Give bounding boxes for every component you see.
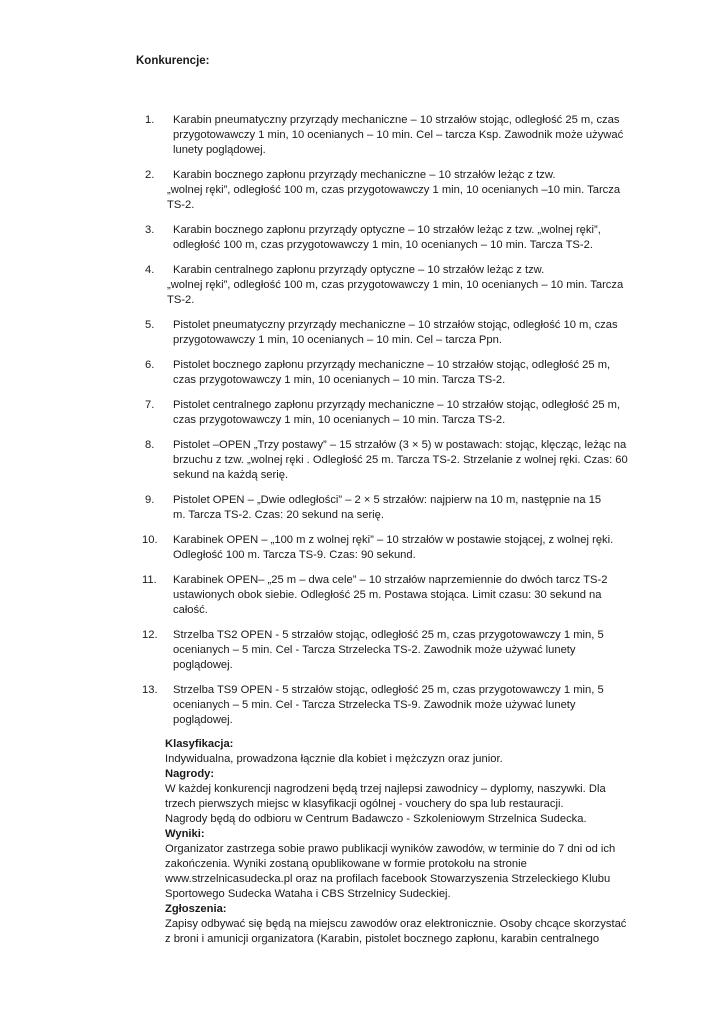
text-line: Karabinek OPEN– „25 m – dwa cele” – 10 strzałów naprzemiennie do dwóch tarcz TS-2: [173, 574, 608, 586]
list-item-number: 6.: [145, 359, 155, 371]
section-text-line: trzech pierwszych miejsc w klasyfikacji ogólnej - vouchery do spa lub restauracji.: [165, 798, 564, 810]
section-text-line: Zapisy odbywać się będą na miejscu zawodów oraz elektronicznie. Osoby chcące skorzystać: [165, 918, 627, 930]
list-item-number: 9.: [145, 494, 155, 506]
list-item: [0, 533, 724, 563]
info-section: [165, 827, 685, 902]
list-item-text: [173, 358, 673, 388]
text-line: całość.: [173, 604, 208, 616]
section-text-line: zakończenia. Wyniki zostaną opublikowane w formie protokołu na stronie: [165, 858, 527, 870]
text-line: Karabinek OPEN – „100 m z wolnej ręki” – 10 strzałów w postawie stojącej, z wolnej ręki.: [173, 534, 614, 546]
section-text-line: z broni i amunicji organizatora (Karabin, pistolet bocznego zapłonu, karabin centralnego: [165, 933, 600, 945]
list-item-text: [173, 573, 673, 618]
text-line: m. Tarcza TS-2. Czas: 20 sekund na serię.: [173, 509, 384, 521]
list-item: [0, 318, 724, 348]
text-line: Strzelba TS9 OPEN - 5 strzałów stojąc, odległość 25 m, czas przygotowawczy 1 min, 5: [173, 684, 604, 696]
text-line: lunety poglądowej.: [173, 144, 266, 156]
list-item: [0, 628, 724, 673]
list-item-number: 3.: [145, 224, 155, 236]
section-text-line: www.strzelnicasudecka.pl oraz na profilach facebook Stowarzyszenia Strzeleckiego Klubu: [165, 873, 611, 885]
list-item: [0, 438, 724, 483]
text-line: TS-2.: [167, 199, 195, 211]
text-line: Odległość 100 m. Tarcza TS-9. Czas: 90 sekund.: [173, 549, 416, 561]
text-line: ustawionych obok siebie. Odległość 25 m. Postawa stojąca. Limit czasu: 30 sekund na: [173, 589, 602, 601]
list-item: [0, 573, 724, 618]
text-line: Pistolet –OPEN „Trzy postawy” – 15 strzałów (3 × 5) w postawach: stojąc, klęcząc, leżąc na: [173, 439, 627, 451]
text-line: brzuchu z tzw. „wolnej ręki . Odległość 25 m. Tarcza TS-2. Strzelanie z wolnej ręki. Czas: 60: [173, 454, 628, 466]
list-item-number: 8.: [145, 439, 155, 451]
section-title: Klasyfikacja:: [165, 738, 234, 750]
text-line: Pistolet centralnego zapłonu przyrządy mechaniczne – 10 strzałów stojąc, odległość 25 m,: [173, 399, 621, 411]
list-item: [0, 358, 724, 388]
text-line: poglądowej.: [173, 714, 233, 726]
list-item: [0, 223, 724, 253]
text-line: „wolnej ręki”, odległość 100 m, czas przygotowawczy 1 min, 10 ocenianych – 10 min. Tarcza: [167, 279, 624, 291]
list-item-text: [173, 683, 673, 728]
section-title: Wyniki:: [165, 828, 205, 840]
list-item-number: 10.: [142, 534, 158, 546]
list-item: [0, 398, 724, 428]
text-line: odległość 100 m, czas przygotowawczy 1 min, 10 ocenianych – 10 min. Tarcza TS-2.: [173, 239, 593, 251]
text-line: „wolnej ręki”, odległość 100 m, czas przygotowawczy 1 min, 10 ocenianych –10 min. Tarcza: [167, 184, 621, 196]
info-section: [165, 737, 685, 767]
list-item: [0, 263, 724, 308]
list-item-text: [173, 113, 673, 158]
list-item-number: 7.: [145, 399, 155, 411]
section-text-line: W każdej konkurencji nagrodzeni będą trzej najlepsi zawodnicy – dyplomy, naszywki. Dla: [165, 783, 606, 795]
text-line: Karabin centralnego zapłonu przyrządy optyczne – 10 strzałów leżąc z tzw.: [173, 264, 545, 276]
info-sections: [165, 737, 685, 947]
text-line: TS-2.: [167, 294, 195, 306]
text-line: przygotowawczy 1 min, 10 ocenianych – 10 min. Cel – tarcza Ppn.: [173, 334, 502, 346]
list-item-text: [167, 263, 673, 308]
list-item-text: [173, 398, 673, 428]
list-item-number: 13.: [142, 684, 158, 696]
list-item-text: [173, 318, 673, 348]
list-item-number: 12.: [142, 629, 158, 641]
list-item-number: 11.: [142, 574, 157, 586]
text-line: ocenianych – 5 min. Cel - Tarcza Strzelecka TS-9. Zawodnik może używać lunety: [173, 699, 576, 711]
text-line: Strzelba TS2 OPEN - 5 strzałów stojąc, odległość 25 m, czas przygotowawczy 1 min, 5: [173, 629, 604, 641]
list-item-text: [173, 493, 673, 523]
list-item-number: 4.: [145, 264, 155, 276]
text-line: czas przygotowawczy 1 min, 10 ocenianych – 10 min. Tarcza TS-2.: [173, 374, 506, 386]
list-item-number: 1.: [145, 114, 155, 126]
list-item-text: [173, 533, 673, 563]
list-item-text: [167, 168, 673, 213]
list-item-number: 5.: [145, 319, 155, 331]
text-line: sekund na każdą serię.: [173, 469, 289, 481]
list-item: [0, 168, 724, 213]
section-text-line: Indywidualna, prowadzona łącznie dla kobiet i mężczyzn oraz junior.: [165, 753, 503, 765]
section-text-line: Organizator zastrzega sobie prawo publikacji wyników zawodów, w terminie do 7 dni od ich: [165, 843, 616, 855]
competition-list: [0, 113, 724, 738]
text-line: Karabin bocznego zapłonu przyrządy optyczne – 10 strzałów leżąc z tzw. „wolnej ręki”,: [173, 224, 601, 236]
list-item-text: [173, 438, 673, 483]
info-section: [165, 902, 685, 947]
section-text-line: Sportowego Sudecka Wataha i CBS Strzelnicy Sudeckiej.: [165, 888, 451, 900]
list-item: [0, 113, 724, 158]
text-line: Pistolet bocznego zapłonu przyrządy mechaniczne – 10 strzałów stojąc, odległość 25 m,: [173, 359, 611, 371]
text-line: Pistolet OPEN – „Dwie odległości” – 2 × 5 strzałów: najpierw na 10 m, następnie na 15: [173, 494, 602, 506]
list-item-number: 2.: [145, 169, 155, 181]
section-text-line: Nagrody będą do odbioru w Centrum Badawczo - Szkoleniowym Strzelnica Sudecka.: [165, 813, 587, 825]
list-item: [0, 683, 724, 728]
text-line: ocenianych – 5 min. Cel - Tarcza Strzelecka TS-2. Zawodnik może używać lunety: [173, 644, 576, 656]
text-line: Karabin pneumatyczny przyrządy mechaniczne – 10 strzałów stojąc, odległość 25 m, czas: [173, 114, 620, 126]
list-item: [0, 493, 724, 523]
text-line: Pistolet pneumatyczny przyrządy mechaniczne – 10 strzałów stojąc, odległość 10 m, czas: [173, 319, 618, 331]
section-title: Zgłoszenia:: [165, 903, 227, 915]
text-line: przygotowawczy 1 min, 10 ocenianych – 10 min. Cel – tarcza Ksp. Zawodnik może używać: [173, 129, 624, 141]
text-line: poglądowej.: [173, 659, 233, 671]
text-line: Karabin bocznego zapłonu przyrządy mechaniczne – 10 strzałów leżąc z tzw.: [173, 169, 556, 181]
section-heading-konkurencje: Konkurencje:: [136, 55, 210, 67]
info-section: [165, 767, 685, 827]
list-item-text: [173, 628, 673, 673]
list-item-text: [173, 223, 673, 253]
text-line: czas przygotowawczy 1 min, 10 ocenianych – 10 min. Tarcza TS-2.: [173, 414, 506, 426]
section-title: Nagrody:: [165, 768, 215, 780]
